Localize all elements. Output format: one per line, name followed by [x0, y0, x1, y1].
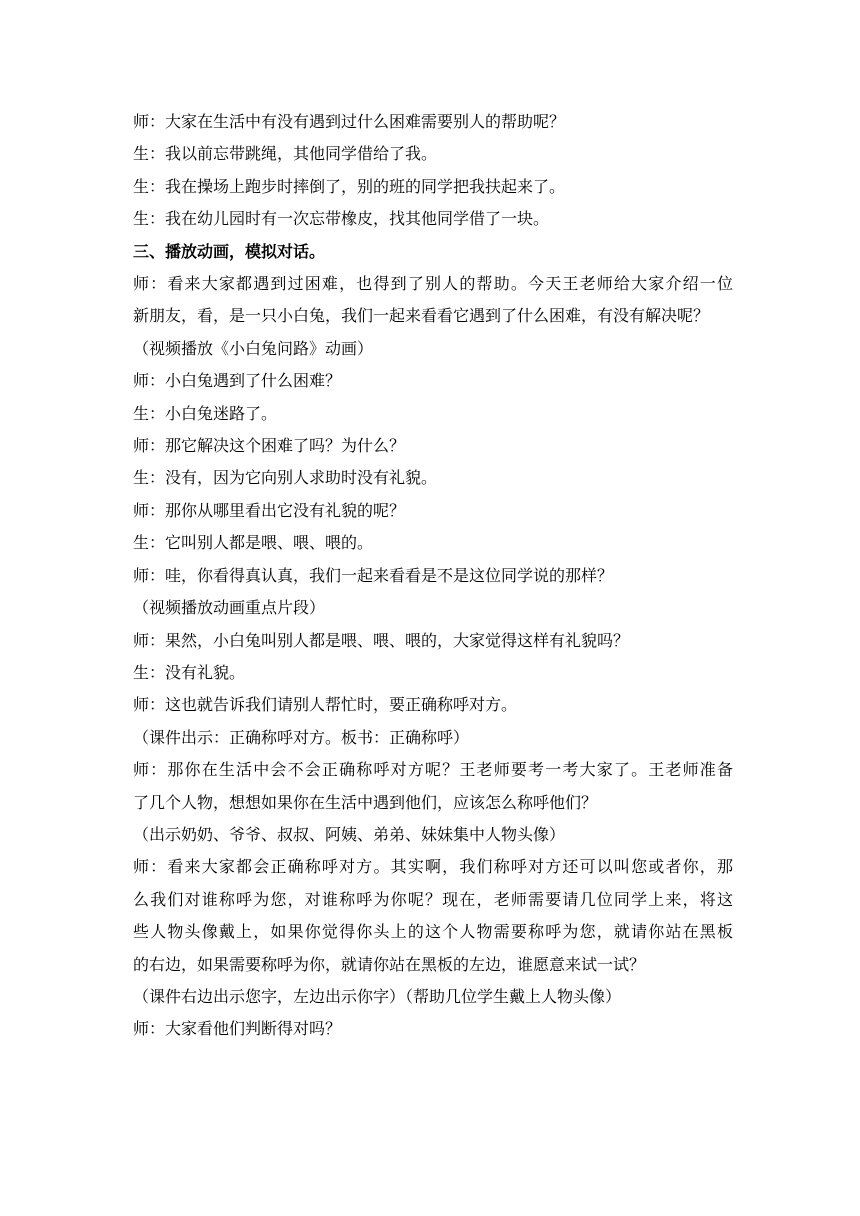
text-line: 生：我在幼儿园时有一次忘带橡皮，找其他同学借了一块。: [133, 209, 550, 229]
text-line: （课件右边出示您字，左边出示你字）（帮助几位学生戴上人物头像）: [133, 986, 622, 1006]
text-line: 师：那你从哪里看出它没有礼貌的呢？: [133, 500, 406, 520]
text-line: 生：没有礼貌。: [133, 662, 246, 682]
text-line: （出示奶奶、爷爷、叔叔、阿姨、弟弟、妹妹集中人物头像）: [133, 824, 566, 844]
text-line: 生：我以前忘带跳绳，其他同学借给了我。: [133, 144, 438, 164]
text-line: 师：看来大家都遇到过困难，也得到了别人的帮助。今天王老师给大家介绍一位: [133, 274, 733, 294]
text-line: 些人物头像戴上，如果你觉得你头上的这个人物需要称呼为您，就请你站在黑板: [133, 922, 733, 942]
text-line: 师：小白兔遇到了什么困难？: [133, 371, 342, 391]
text-line: 师：那它解决这个困难了吗？为什么？: [133, 436, 406, 456]
text-line: 了几个人物，想想如果你在生活中遇到他们，应该怎么称呼他们？: [133, 792, 598, 812]
text-line: 师：果然，小白兔叫别人都是喂、喂、喂的，大家觉得这样有礼貌吗？: [133, 630, 630, 650]
text-line: （课件出示：正确称呼对方。板书：正确称呼）: [133, 727, 470, 747]
text-line: 师：这也就告诉我们请别人帮忙时，要正确称呼对方。: [133, 695, 518, 715]
text-line: （视频播放动画重点片段）: [133, 598, 326, 618]
text-line: 生：没有，因为它向别人求助时没有礼貌。: [133, 468, 438, 488]
text-line: 么我们对谁称呼为您，对谁称呼为你呢？现在，老师需要请几位同学上来，将这: [133, 889, 733, 909]
text-line: 生：小白兔迷路了。: [133, 403, 278, 423]
text-line: 师：看来大家都会正确称呼对方。其实啊，我们称呼对方还可以叫您或者你，那: [133, 857, 733, 877]
text-line: （视频播放《小白兔问路》动画）: [133, 338, 374, 358]
text-line: 生：它叫别人都是喂、喂、喂的。: [133, 533, 374, 553]
text-line: 的右边，如果需要称呼为你，就请你站在黑板的左边，谁愿意来试一试？: [133, 954, 646, 974]
text-line: 师：哇，你看得真认真，我们一起来看看是不是这位同学说的那样？: [133, 565, 614, 585]
lesson-transcript: [133, 106, 733, 1046]
text-line: 新朋友，看，是一只小白兔，我们一起来看看它遇到了什么困难，有没有解决呢？: [133, 306, 710, 326]
text-line: 师：那你在生活中会不会正确称呼对方呢？王老师要考一考大家了。王老师准备: [133, 760, 733, 780]
text-line: 师：大家看他们判断得对吗？: [133, 1019, 342, 1039]
text-line: 师：大家在生活中有没有遇到过什么困难需要别人的帮助呢？: [133, 112, 566, 131]
section-heading: 三、播放动画，模拟对话。: [133, 241, 326, 261]
text-line: 生：我在操场上跑步时摔倒了，别的班的同学把我扶起来了。: [133, 176, 566, 196]
